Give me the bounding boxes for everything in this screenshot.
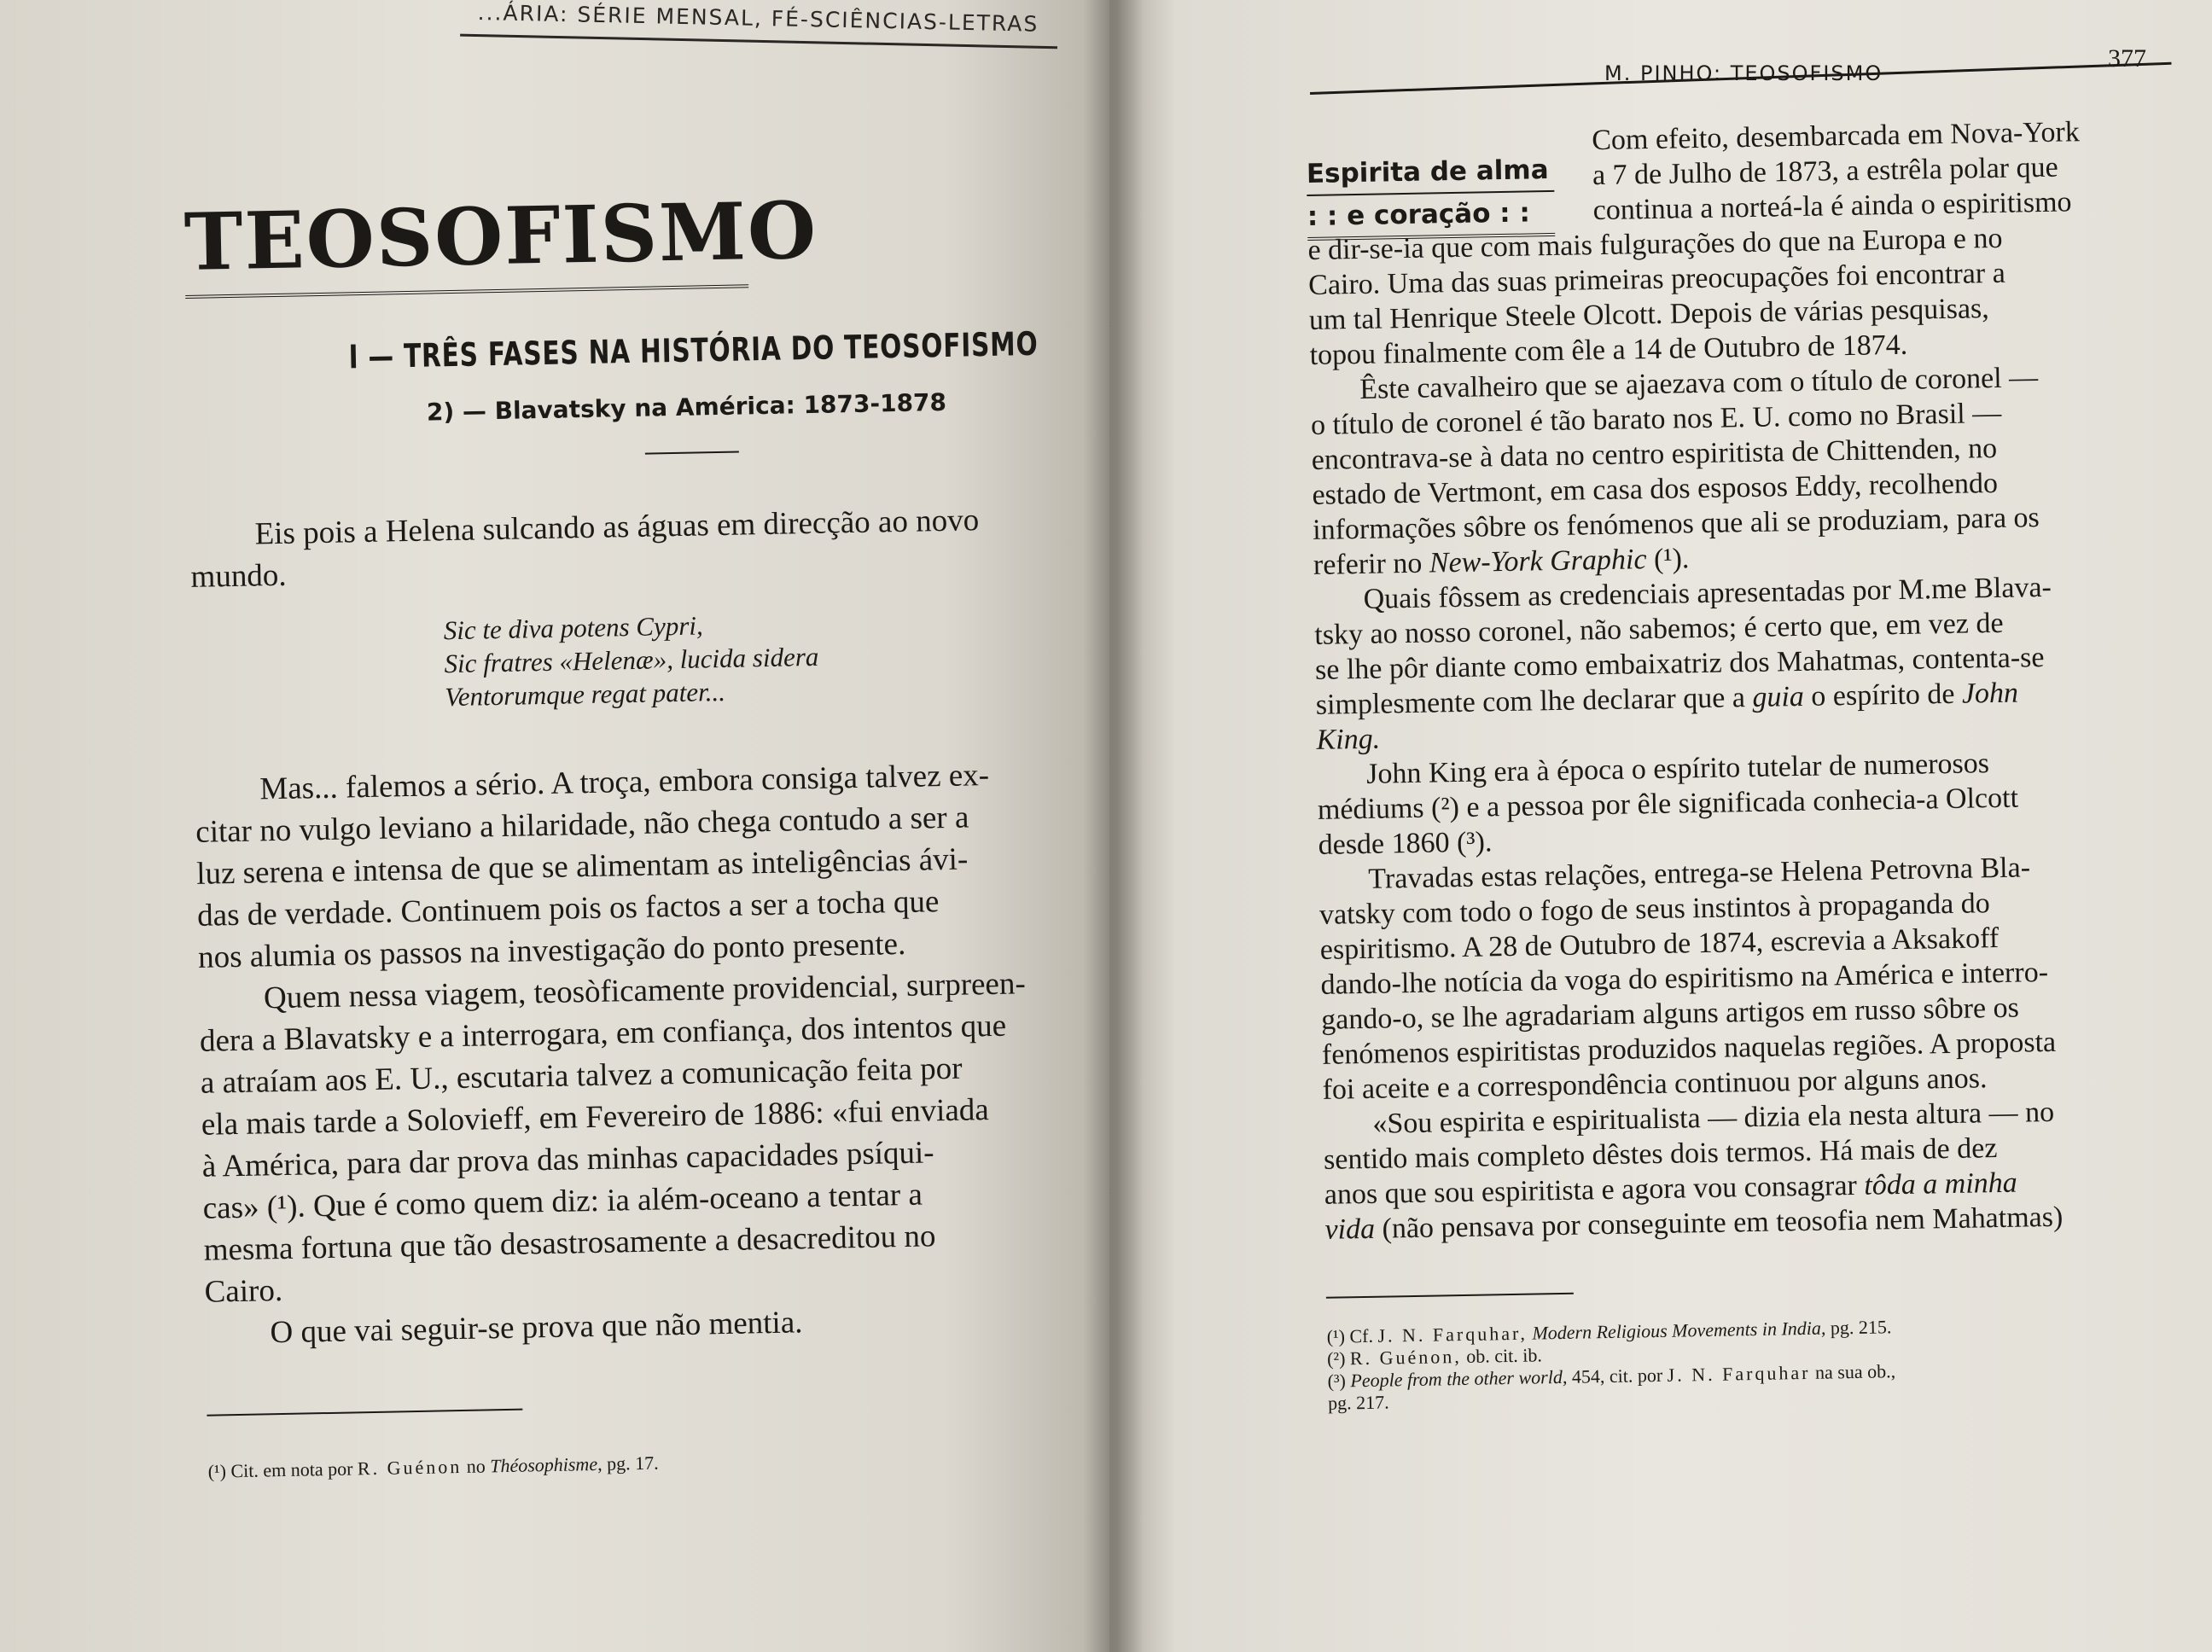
paragraph-line: referir no: [1313, 547, 1430, 581]
book-gutter: [1084, 0, 1144, 1652]
footnote-text: , pg. 17.: [597, 1451, 659, 1475]
footnotes: [1327, 1311, 2203, 1415]
paragraph-1-rest: [1307, 218, 2185, 373]
latin-verse: [443, 601, 1109, 713]
left-running-head: [477, 0, 1109, 38]
newspaper-title: New-York Graphic: [1429, 544, 1647, 579]
footnote-text: pg. 217.: [1327, 1391, 1389, 1414]
paragraph-4: [1317, 742, 2193, 863]
paragraph-2: [195, 752, 1109, 979]
footnote-work: Théosophisme: [489, 1452, 598, 1477]
footnote-author: J. N. Farquhar: [1667, 1361, 1811, 1386]
paragraph-line: Êste cavalheiro que se ajaezava com o título de coronel —: [1359, 362, 2039, 405]
paragraph-line: Com efeito, desembarcada em Nova-York: [1591, 116, 2081, 157]
footnote-mark: (³): [1327, 1370, 1347, 1392]
paragraph-line: desde 1860 (³).: [1318, 826, 1493, 861]
footnote-rule: [207, 1409, 522, 1416]
paragraph-line: sentido mais completo dêstes dois termos. Há mais de dez: [1323, 1132, 1998, 1176]
paragraph-line: mundo.: [190, 557, 287, 595]
paragraph-line: vatsky com todo o fogo de seus instintos à propaganda do: [1318, 887, 1990, 931]
paragraph-line: foi aceite e a correspondência continuou por alguns anos.: [1322, 1062, 1988, 1106]
footnote-text: no: [466, 1455, 486, 1477]
paragraph-line: espiritismo. A 28 de Outubro de 1874, escrevia a Aksakoff: [1319, 922, 2000, 966]
paragraph-line: tsky ao nosso coronel, não sabemos; é certo que, em vez de: [1314, 607, 2004, 651]
footnote-text: Cf.: [1349, 1324, 1374, 1347]
paragraph-line: mesma fortuna que tão desastrosamente a desacreditou no: [203, 1219, 936, 1268]
marginal-heading: [1307, 149, 1556, 241]
paragraph-line: nos alumia os passos na investigação do ponto presente.: [197, 926, 906, 975]
paragraph-line: gando-o, se lhe agradariam alguns artigos em russo sôbre os: [1320, 992, 2020, 1036]
section-heading: I — TRÊS FASES NA HISTÓRIA DO TEOSOFISMO: [348, 324, 1039, 376]
paragraph-line: o espírito de: [1803, 678, 1963, 713]
right-text-column: [1306, 113, 2203, 1415]
footnote-text: Cit. em nota por: [230, 1457, 353, 1482]
paragraph-line: e dir-se-ia que com mais fulgurações do que na Europa e no: [1307, 222, 2003, 266]
italic-term: John: [1961, 677, 2019, 710]
left-running-head-text: ...ÁRIA: SÉRIE MENSAL, FÉ-SCIÊNCIAS-LETRAS: [477, 0, 1039, 37]
footnote-author: J. N. Farquhar,: [1377, 1322, 1528, 1347]
paragraph-1-top: [1592, 113, 2182, 228]
verse-line: Ventorumque regat pater...: [444, 676, 726, 713]
left-running-head-rule: [460, 34, 1057, 49]
footnote-author: R. Guénon,: [1349, 1346, 1462, 1370]
italic-phrase: vida: [1324, 1213, 1376, 1246]
left-text-column: [183, 178, 1109, 1483]
paragraph-line: (¹).: [1646, 543, 1690, 576]
footnote-mark: (¹): [207, 1460, 227, 1482]
verse-line: Sic te diva potens Cypri,: [443, 610, 704, 646]
paragraph-line: à América, para dar prova das minhas capacidades psíqui-: [201, 1135, 934, 1184]
paragraph-line: topou finalmente com êle a 14 de Outubro de 1874.: [1309, 329, 1908, 371]
paragraph-1: [189, 497, 1109, 598]
paragraph-line: dando-lhe notícia da voga do espiritismo na América e interro-: [1320, 956, 2049, 1001]
article-title: TEOSOFISMO: [183, 185, 748, 299]
divider-rule: [645, 451, 739, 455]
paragraph-line: encontrava-se à data no centro espiritista de Chittenden, no: [1311, 432, 1998, 476]
paragraph-line: Cairo. Uma das suas primeiras preocupações foi encontrar a: [1307, 257, 2006, 301]
verse-line: Sic fratres «Helenæ», lucida sidera: [444, 641, 819, 679]
paragraph-line: a atraíam aos E. U., escutaria talvez a comunicação feita por: [200, 1050, 963, 1101]
right-running-head: M. PINHO: TEOSOFISMO: [1604, 61, 1883, 85]
paragraph-line: estado de Vertmont, em casa dos esposos Eddy, recolhendo: [1312, 467, 1999, 511]
paragraph-line: simplesmente com lhe declarar que a: [1315, 681, 1753, 721]
footnote-work: Modern Religious Movements in India,: [1532, 1317, 1826, 1344]
footnote-work: People from the other world,: [1350, 1365, 1568, 1392]
paragraph-2: [1310, 358, 2188, 583]
paragraph-line: informações sôbre os fenómenos que ali se produziam, para os: [1312, 502, 2040, 546]
marginal-heading-line: Espirita de alma: [1307, 149, 1555, 196]
paragraph-line: John King era à época o espírito tutelar de numerosos: [1365, 747, 1990, 790]
paragraph-line: Quem nessa viagem, teosòficamente providencial, surpreen-: [263, 966, 1027, 1016]
subheading: 2) — Blavatsky na América: 1873-1878: [426, 387, 947, 427]
paragraph-line: cas» (¹). Que é como quem diz: ia além-oceano a tentar a: [202, 1177, 923, 1226]
paragraph-line: (não pensava por conseguinte em teosofia nem Mahatmas): [1374, 1201, 2064, 1245]
footnote-text: pg. 215.: [1830, 1316, 1892, 1339]
paragraph-line: luz serena e intensa de que se alimentam as inteligências ávi-: [195, 841, 969, 892]
footnote-1: [207, 1443, 1109, 1483]
paragraph-line: O que vai seguir-se prova que não mentia.: [270, 1305, 803, 1351]
paragraph-line: dera a Blavatsky e a interrogara, em confiança, dos intentos que: [199, 1008, 1007, 1059]
italic-term: King.: [1316, 723, 1381, 756]
paragraph-line: Eis pois a Helena sulcando as águas em direcção ao novo: [254, 503, 980, 552]
paragraph-line: fenómenos espiritistas produzidos naquelas regiões. A proposta: [1321, 1026, 2057, 1071]
paragraph-line: ela mais tarde a Solovieff, em Fevereiro de 1886: «fui enviada: [201, 1092, 990, 1143]
paragraph-line: médiums (²) e a pessoa por êle significada conhecia-a Olcott: [1317, 782, 2019, 826]
paragraph-6: [1323, 1092, 2200, 1248]
paragraph-line: anos que sou espiritista e agora vou consagrar: [1324, 1169, 1865, 1211]
paragraph-line: Cairo.: [204, 1273, 283, 1310]
paragraph-line: a 7 de Julho de 1873, a estrêla polar que: [1592, 151, 2058, 192]
paragraph-line: das de verdade. Continuem pois os factos a ser a tocha que: [196, 884, 940, 934]
paragraph-5: [1318, 847, 2197, 1108]
paragraph-line: se lhe pôr diante como embaixatriz dos Mahatmas, contenta-se: [1314, 641, 2045, 686]
paragraph-line: um tal Henrique Steele Olcott. Depois de várias pesquisas,: [1308, 293, 1990, 336]
paragraph-3: [199, 961, 1109, 1313]
footnote-text: 454, cit. por: [1571, 1364, 1663, 1387]
paragraph-line: Quais fôssem as credenciais apresentadas por M.me Blava-: [1363, 571, 2052, 615]
footnote-text: na sua ob.,: [1814, 1360, 1896, 1383]
paragraph-line: citar no vulgo leviano a hilaridade, não chega contudo a ser a: [195, 800, 969, 850]
page-number: 377: [2108, 44, 2146, 73]
footnote-mark: (¹): [1326, 1325, 1346, 1347]
italic-phrase: tôda a minha: [1863, 1166, 2018, 1201]
italic-term: guia: [1752, 680, 1805, 713]
marginal-heading-line: : : e coração : :: [1307, 192, 1555, 241]
paragraph-3: [1313, 567, 2191, 758]
paragraph-line: o título de coronel é tão barato nos E. U. como no Brasil —: [1310, 397, 2002, 441]
paragraph-line: Travadas estas relações, entrega-se Helena Petrovna Bla-: [1368, 852, 2031, 895]
footnote-author: R. Guénon: [357, 1456, 463, 1480]
paragraph-line: «Sou espirita e espiritualista — dizia ela nesta altura — no: [1372, 1096, 2055, 1140]
footnote-rule: [1326, 1293, 1574, 1299]
paragraph-line: continua a norteá-la é ainda o espiritismo: [1592, 186, 2072, 227]
footnote-text: ob. cit. ib.: [1466, 1344, 1543, 1367]
paragraph-line: Mas... falemos a sério. A troça, embora consiga talvez ex-: [259, 758, 990, 807]
footnote-mark: (²): [1326, 1347, 1346, 1370]
